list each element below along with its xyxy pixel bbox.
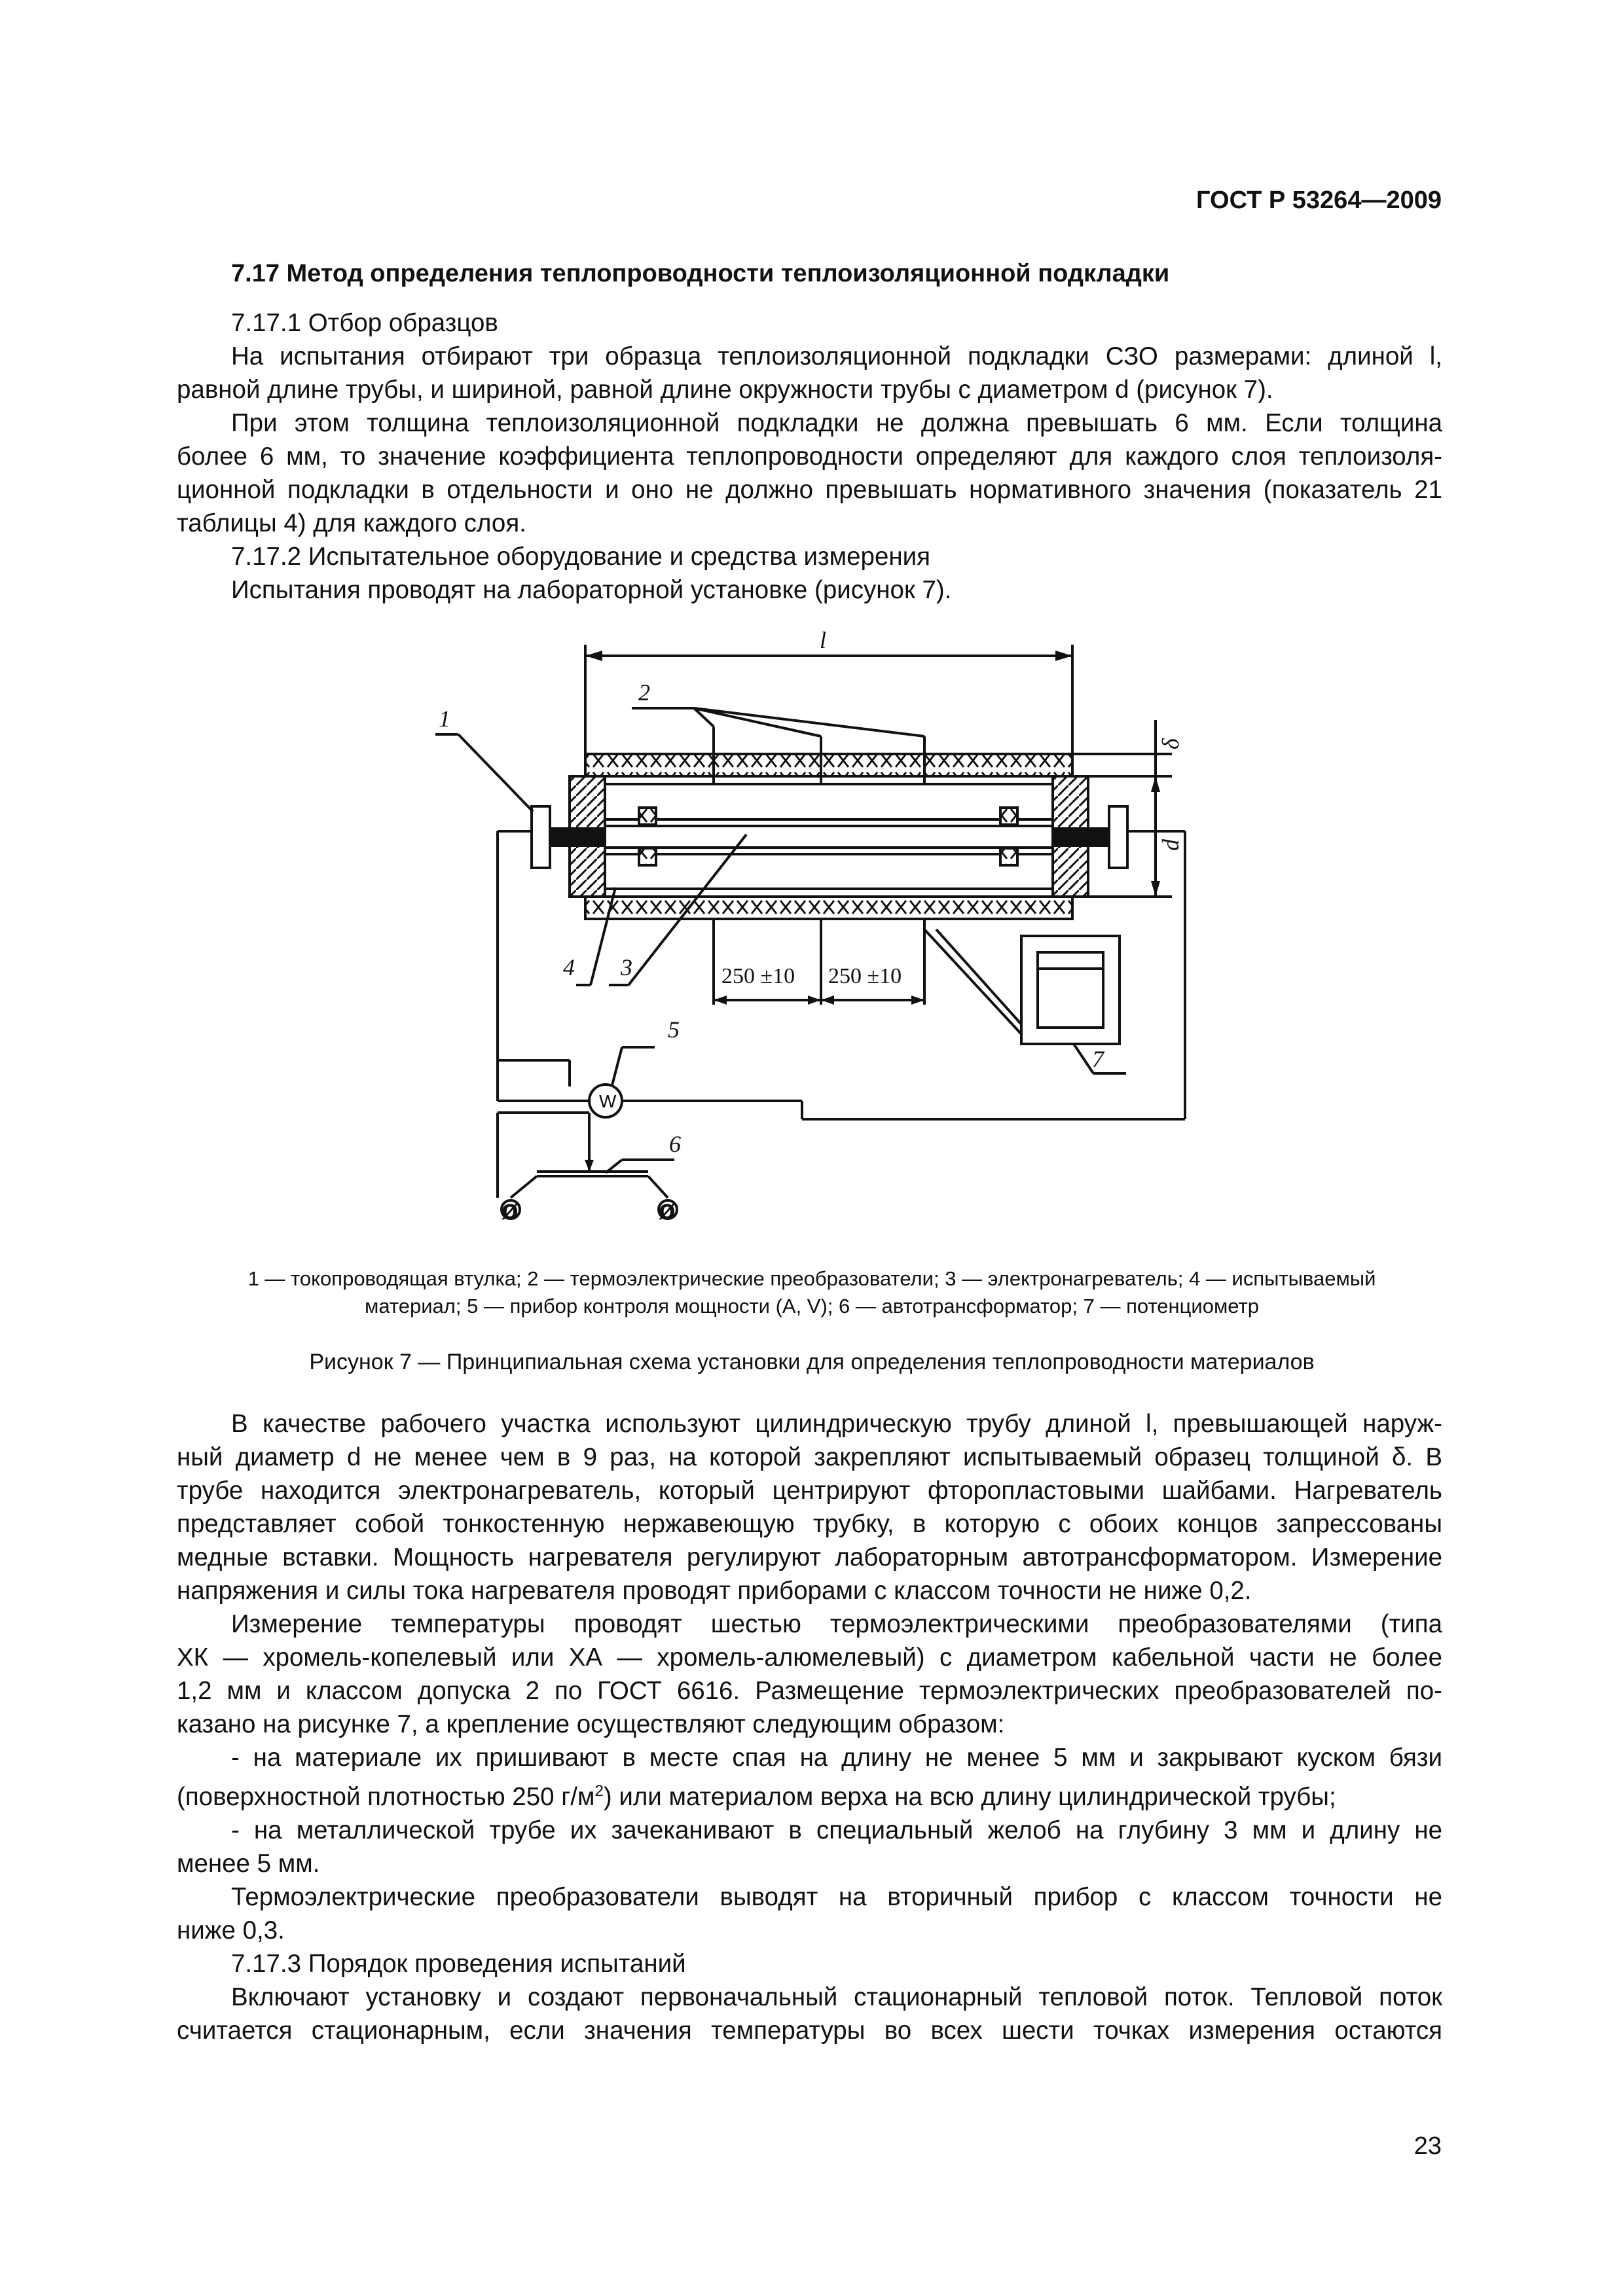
test-material-bottom (585, 897, 1072, 919)
paragraph-line: более 6 мм, то значение коэффициента теплопроводности определяют для каждого слоя теплоизоля- (177, 442, 1442, 471)
paragraph-line: Термоэлектрические преобразователи выводят на вторичный прибор с классом точности не (231, 1882, 1442, 1911)
legend-line: 1 — токопроводящая втулка; 2 — термоэлектрические преобразователи; 3 — электронагреватель; 4 — испытываемый (247, 1267, 1376, 1290)
paragraph-line: Испытания проводят на лабораторной установке (рисунок 7). (231, 576, 952, 604)
figure-title: Рисунок 7 — Принципиальная схема установки для определения теплопроводности материалов (309, 1350, 1315, 1374)
paragraph-line: ХК — хромель-копелевый или ХА — хромель-алюмелевый) с диаметром кабельной части не более (177, 1643, 1442, 1672)
paragraph-line: считается стационарным, если значения температуры во всех шести точках измерения остаются (177, 2016, 1442, 2045)
callout-6: 6 (669, 1131, 681, 1157)
paragraph-line: ционной подкладки в отдельности и оно не должно превышать нормативного значения (показатель 21 (177, 476, 1442, 504)
callout-3: 3 (621, 954, 632, 980)
paragraph-line: 7.17.1 Отбор образцов (231, 309, 498, 337)
paragraph-line: казано на рисунке 7, а крепление осуществляют следующим образом: (177, 1710, 1005, 1738)
paragraph-line: ниже 0,3. (177, 1916, 285, 1945)
callout-2: 2 (638, 679, 650, 706)
callout-4: 4 (563, 954, 575, 980)
terminal-symbol-right: ø (659, 1194, 676, 1225)
dimension-label-d: d (1158, 839, 1184, 851)
paragraph-line: 1,2 мм и классом допуска 2 по ГОСТ 6616. Размещение термоэлектрических преобразователей по- (177, 1677, 1442, 1705)
text-block-method (177, 1407, 1442, 2047)
paragraph-line: 7.17.3 Порядок проведения испытаний (231, 1949, 686, 1978)
paragraph-line: (поверхностной плотностью 250 $г/м^2$) или материалом верха на всю длину цилиндрической трубы; (177, 1782, 1336, 1811)
paragraph-line: менее 5 мм. (177, 1849, 320, 1878)
wattmeter-symbol: W (599, 1091, 617, 1111)
paragraph-line: В качестве рабочего участка используют цилиндрическую трубу длиной l, превышающей наруж- (231, 1410, 1442, 1438)
paragraph-line: При этом толщина теплоизоляционной подкладки не должна превышать 6 мм. Если толщина (231, 409, 1442, 437)
callout-1: 1 (439, 706, 450, 732)
paragraph-line: трубе находится электронагреватель, который центрируют фторопластовыми шайбами. Нагреватель (177, 1477, 1442, 1505)
callout-5: 5 (668, 1016, 680, 1043)
current-bushing-right (1109, 806, 1127, 868)
paragraph-line: представляет собой тонкостенную нержавеющую трубку, в которую с обоих концов запрессованы (177, 1510, 1442, 1538)
paragraph-line: - на материале их пришивают в месте спая на длину не менее 5 мм и закрывают куском бязи (231, 1744, 1442, 1772)
figure-legend (164, 1265, 1460, 1320)
spacing-label-1: 250 ±10 (721, 964, 795, 988)
dimension-label-l: l (820, 627, 827, 653)
page-number: 23 (1413, 2132, 1442, 2160)
paragraph-line: равной длине трубы, и шириной, равной длине окружности трубы с диаметром d (рисунок 7). (177, 376, 1273, 404)
paragraph-line: ный диаметр d не менее чем в 9 раз, на которой закрепляют испытываемый образец толщиной δ. В (177, 1443, 1442, 1471)
document-code: ГОСТ Р 53264—2009 (1196, 187, 1442, 214)
legend-line: материал; 5 — прибор контроля мощности (А, V); 6 — автотрансформатор; 7 — потенциометр (365, 1295, 1259, 1318)
dimension-label-delta: δ (1158, 738, 1184, 749)
spacing-label-2: 250 ±10 (828, 964, 902, 988)
test-material-top (585, 754, 1072, 776)
paragraph-line: - на металлической трубе их зачеканивают в специальный желоб на глубину 3 мм и длину не (231, 1816, 1442, 1844)
callout-7: 7 (1092, 1046, 1104, 1072)
paragraph-line: медные вставки. Мощность нагревателя регулируют лабораторным автотрансформатором. Измерение (177, 1543, 1442, 1571)
paragraph-line: напряжения и силы тока нагревателя проводят приборами с классом точности не ниже 0,2. (177, 1577, 1252, 1605)
paragraph-line: Измерение температуры проводят шестью термоэлектрическими преобразователями (типа (231, 1610, 1442, 1638)
section-title: 7.17 Метод определения теплопроводности теплоизоляционной подкладки (231, 260, 1170, 287)
paragraph-line: Включают установку и создают первоначальный стационарный тепловой поток. Тепловой поток (231, 1982, 1442, 2011)
current-bushing-left (532, 806, 550, 868)
paragraph-line: 7.17.2 Испытательное оборудование и средства измерения (231, 543, 930, 571)
paragraph-line: таблицы 4) для каждого слоя. (177, 509, 526, 537)
terminal-symbol-left: ø (501, 1194, 519, 1225)
paragraph-line: На испытания отбирают три образца теплоизоляционной подкладки СЗО размерами: длиной l, (231, 342, 1442, 370)
